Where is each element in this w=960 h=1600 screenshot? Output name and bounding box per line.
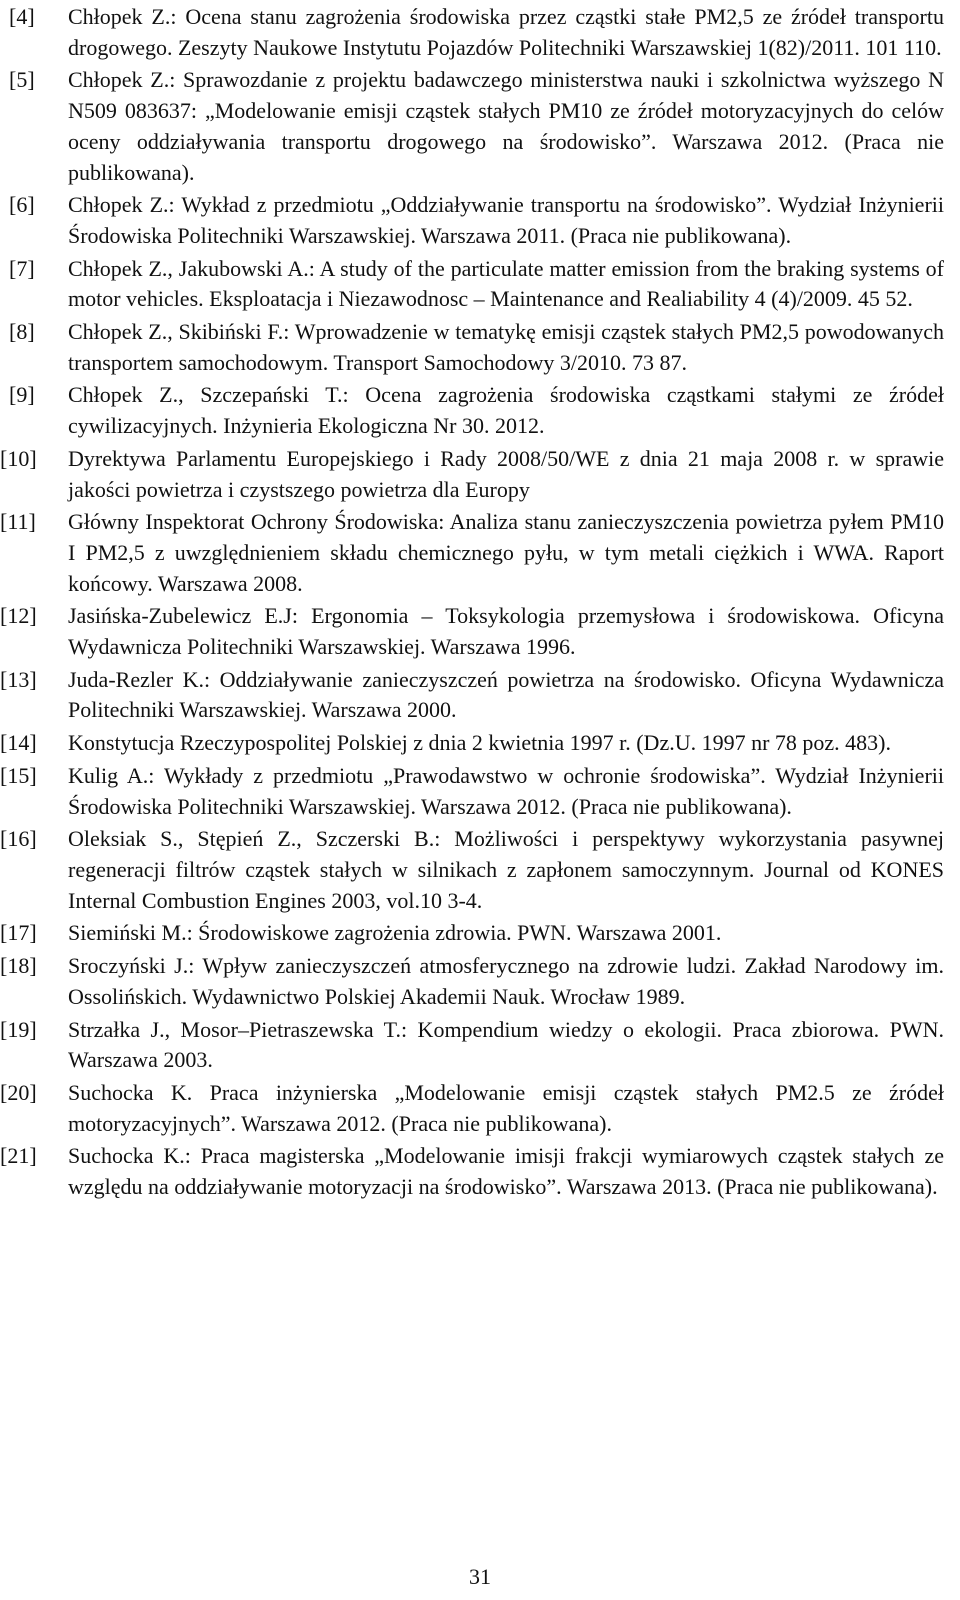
reference-text: Kulig A.: Wykłady z przedmiotu „Prawodawstwo w ochronie środowiska”. Wydział Inżynierii Środowiska Politechniki Warszawskiej. Warszawa 2012. (Praca nie publikowana). [68,762,944,819]
reference-item [0,507,944,599]
reference-number: [13] [0,666,37,692]
reference-text: Suchocka K.: Praca magisterska „Modelowanie imisji frakcji wymiarowych cząstek stałych ze względu na oddziaływanie motoryzacji na środowisko”. Warszawa 2013. (Praca nie publikowana). [68,1143,944,1200]
reference-text: Główny Inspektorat Ochrony Środowiska: Analiza stanu zanieczyszczenia powietrza pyłem PM10 I PM2,5 z uwzględnieniem składu chemicznego pyłu, w tym metali ciężkich i WWA. Raport końcowy. Warszawa 2008. [68,509,944,596]
reference-text: Strzałka J., Mosor–Pietraszewska T.: Kompendium wiedzy o ekologii. Praca zbiorowa. PWN. Warszawa 2003. [68,1016,944,1073]
reference-text: Sroczyński J.: Wpływ zanieczyszczeń atmosferycznego na zdrowie ludzi. Zakład Narodowy im. Ossolińskich. Wydawnictwo Polskiej Akademii Nauk. Wrocław 1989. [68,953,944,1009]
reference-number: [9] [9,382,35,408]
reference-number: [15] [0,762,37,788]
reference-number: [16] [0,826,37,852]
reference-text: Konstytucja Rzeczypospolitej Polskiej z dnia 2 kwietnia 1997 r. (Dz.U. 1997 nr 78 poz. 483). [68,730,892,756]
reference-item [0,824,944,916]
reference-text: Chłopek Z., Szczepański T.: Ocena zagrożenia środowiska cząstkami stałymi ze źródeł cywilizacyjnych. Inżynieria Ekologiczna Nr 30. 2012. [68,382,944,439]
reference-item [0,728,944,759]
reference-item [0,1015,944,1076]
reference-text: Chłopek Z., Jakubowski A.: A study of the particulate matter emission from the braking systems of motor vehicles. Eksploatacja i Niezawodnosc – Maintenance and Realiability 4 (4)/2009. 45 52. [68,255,944,312]
reference-number: [7] [9,255,35,281]
reference-item [0,1078,944,1139]
reference-number: [11] [0,509,36,535]
reference-number: [10] [0,445,37,471]
reference-number: [18] [0,953,37,979]
reference-item [0,65,944,188]
reference-text: Suchocka K. Praca inżynierska „Modelowanie emisji cząstek stałych PM2.5 ze źródeł motoryzacyjnych”. Warszawa 2012. (Praca nie publikowana). [68,1079,944,1136]
reference-number: [12] [0,603,37,629]
page-number: 31 [469,1564,491,1589]
reference-text: Dyrektywa Parlamentu Europejskiego i Rady 2008/50/WE z dnia 21 maja 2008 r. w sprawie jakości powietrza i czystszego powietrza dla Europy [68,445,944,502]
reference-item [0,2,944,63]
reference-item [0,951,944,1012]
reference-text: Oleksiak S., Stępień Z., Szczerski B.: Możliwości i perspektywy wykorzystania pasywnej regeneracji filtrów cząstek stałych w silnikach z zapłonem samoczynnym. Journal od KONES Internal Combustion Engines 2003, vol.10 3-4. [68,826,944,913]
reference-text: Juda-Rezler K.: Oddziaływanie zanieczyszczeń powietrza na środowisko. Oficyna Wydawnicza Politechniki Warszawskiej. Warszawa 2000. [68,666,944,723]
reference-text: Jasińska-Zubelewicz E.J: Ergonomia – Toksykologia przemysłowa i środowiskowa. Oficyna Wydawnicza Politechniki Warszawskiej. Warszawa 1996. [68,603,944,660]
reference-item [0,665,944,726]
reference-number: [17] [0,920,37,946]
reference-text: Chłopek Z.: Sprawozdanie z projektu badawczego ministerstwa nauki i szkolnictwa wyższego N N509 083637: „Modelowanie emisji cząstek stałych PM10 ze źródeł motoryzacyjnych do celów oceny oddziaływania transportu drogowego na środowisko”. Warszawa 2012. (Praca nie publikowana). [68,67,944,185]
reference-item [0,190,944,251]
reference-item [0,380,944,441]
reference-text: Chłopek Z., Skibiński F.: Wprowadzenie w tematykę emisji cząstek stałych PM2,5 powodowanych transportem samochodowym. Transport Samochodowy 3/2010. 73 87. [68,319,944,375]
reference-list [0,2,944,1205]
reference-item [0,601,944,662]
reference-number: [19] [0,1016,37,1042]
reference-number: [4] [9,4,35,29]
reference-number: [20] [0,1079,37,1105]
reference-number: [14] [0,730,37,756]
reference-text: Chłopek Z.: Ocena stanu zagrożenia środowiska przez cząstki stałe PM2,5 ze źródeł transportu drogowego. Zeszyty Naukowe Instytutu Pojazdów Politechniki Warszawskiej 1(82)/2011. 101 110. [68,4,944,60]
reference-item [0,761,944,822]
reference-number: [21] [0,1143,37,1169]
reference-number: [6] [9,192,35,218]
reference-number: [8] [9,319,35,345]
reference-item [0,1141,944,1202]
reference-item [0,444,944,505]
reference-number: [5] [9,67,35,93]
reference-item [0,254,944,315]
reference-item [0,918,944,949]
reference-item [0,317,944,378]
reference-text: Chłopek Z.: Wykład z przedmiotu „Oddziaływanie transportu na środowisko”. Wydział Inżynierii Środowiska Politechniki Warszawskiej. Warszawa 2011. (Praca nie publikowana). [68,192,944,248]
reference-text: Siemiński M.: Środowiskowe zagrożenia zdrowia. PWN. Warszawa 2001. [68,920,722,946]
